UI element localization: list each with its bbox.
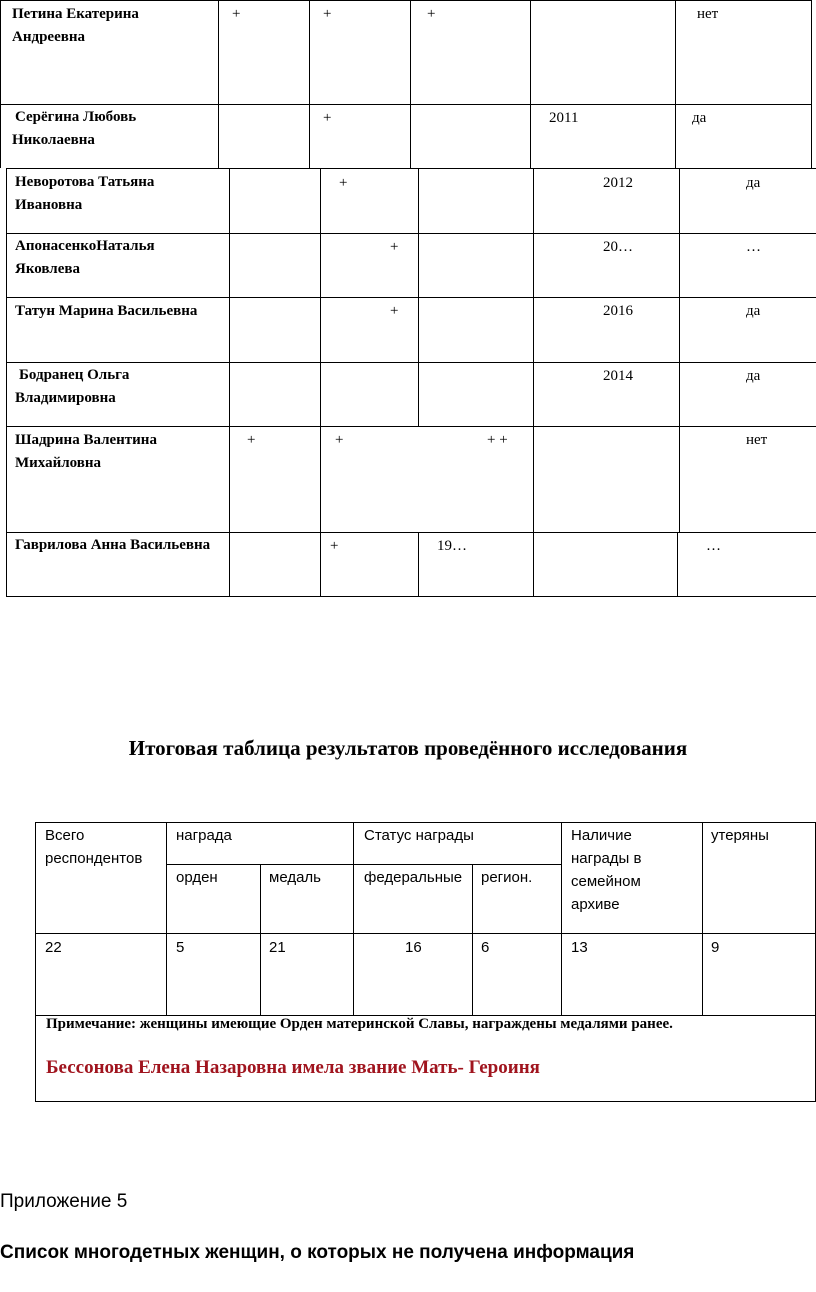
cell-value: +	[323, 110, 332, 126]
header-award: награда	[176, 827, 232, 844]
value-medal: 21	[269, 939, 286, 956]
summary-title: Итоговая таблица результатов проведённого исследования	[128, 736, 688, 760]
summary-note: Примечание: женщины имеющие Орден материнской Славы, награждены медалями ранее.	[46, 1016, 673, 1032]
cell-value: да	[746, 175, 761, 191]
cell-value: 2014	[603, 368, 633, 384]
header-order: орден	[176, 869, 218, 886]
appendix-label: Приложение 5	[0, 1191, 128, 1212]
value-region: 6	[481, 939, 490, 956]
cell-value: да	[746, 303, 761, 319]
header-lost: утеряны	[711, 827, 769, 844]
person-name: Серёгина Любовь Николаевна	[12, 109, 137, 148]
cell-value: +	[427, 6, 436, 22]
cell-value: …	[706, 538, 721, 554]
cell-value: 2012	[603, 175, 633, 191]
cell-value: нет	[697, 6, 719, 22]
person-name: АпонасенкоНаталья Яковлева	[15, 238, 155, 277]
cell-value: да	[692, 110, 707, 126]
cell-value: …	[746, 239, 761, 255]
header-status: Статус награды	[364, 827, 474, 844]
value-order: 5	[176, 939, 185, 956]
person-name: Шадрина Валентина Михайловна	[15, 432, 157, 471]
header-medal: медаль	[269, 869, 321, 886]
appendix-title: Список многодетных женщин, о которых не получена информация	[0, 1242, 635, 1263]
cell-value: +	[323, 6, 332, 22]
value-archive: 13	[571, 939, 588, 956]
cell-value: 2016	[603, 303, 633, 319]
cell-value: +	[330, 538, 339, 554]
header-region: регион.	[481, 869, 533, 886]
cell-value: +	[339, 175, 348, 191]
header-total: Всего респондентов	[45, 827, 143, 867]
person-name: Неворотова Татьяна Ивановна	[15, 174, 155, 213]
cell-value: нет	[746, 432, 768, 448]
cell-value: +	[232, 6, 241, 22]
cell-value: да	[746, 368, 761, 384]
cell-value: +	[390, 239, 399, 255]
cell-value: +	[247, 432, 256, 448]
header-archive: Наличие награды в семейном архиве	[571, 827, 642, 913]
person-name: Петина Екатерина Андреевна	[12, 6, 139, 45]
cell-value: 20…	[603, 239, 633, 255]
cell-value: 2011	[549, 110, 579, 126]
value-lost: 9	[711, 939, 720, 956]
cell-value: 19…	[437, 538, 467, 554]
cell-value: +	[390, 303, 399, 319]
person-name: Гаврилова Анна Васильевна	[15, 537, 211, 553]
cell-value: + +	[487, 432, 508, 448]
person-name: Бодранец Ольга Владимировна	[15, 367, 130, 406]
value-federal: 16	[405, 939, 422, 956]
person-name: Татун Марина Васильевна	[15, 303, 198, 319]
cell-value: +	[335, 432, 344, 448]
value-total: 22	[45, 939, 62, 956]
header-federal: федеральные	[364, 869, 463, 886]
summary-note-highlight: Бессонова Елена Назаровна имела звание Мать- Героиня	[46, 1057, 540, 1078]
